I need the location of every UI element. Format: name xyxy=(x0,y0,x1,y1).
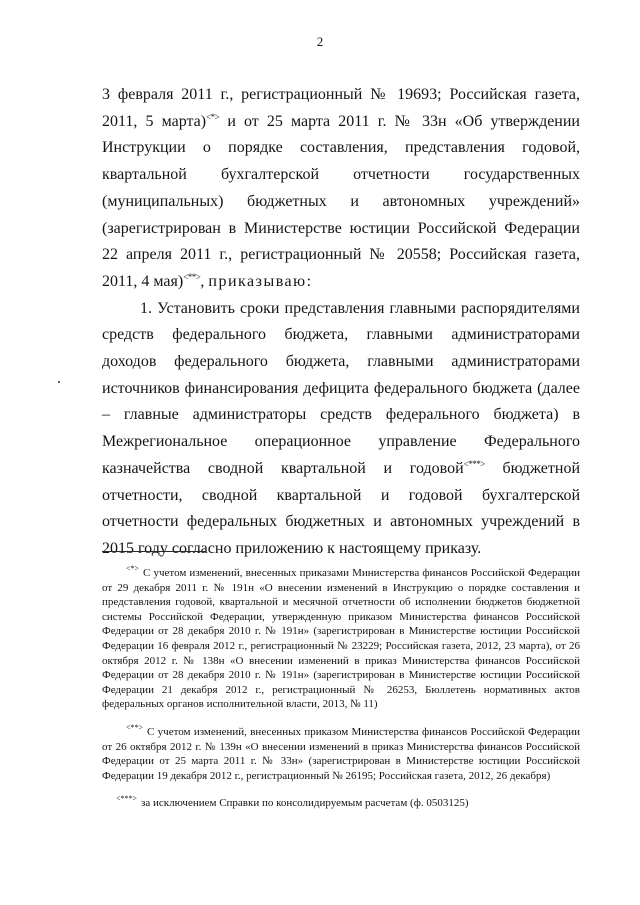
footnote-ref-2: <**> xyxy=(183,271,201,282)
footnote-mark: <***> xyxy=(116,794,138,804)
footnote-mark: <*> xyxy=(126,564,140,573)
footnote-3 xyxy=(102,796,580,811)
paragraph-item-1 xyxy=(102,296,580,563)
paragraph-continuation xyxy=(102,82,580,296)
footnote-ref-1: <*> xyxy=(206,111,220,122)
main-text xyxy=(102,82,580,563)
page-number: 2 xyxy=(316,34,324,49)
footnote-text: С учетом изменений, внесенных приказами Министерства финансов Российской Федерации от 29 декабря 2011 г. № 191н «О внесении изменений в Инструкцию о порядке составления и представления годовой, квартальной и месячной отчетности об исполнении бюджетов бюджетной системы Российской Федерации, утвержденную приказом Министерства финансов Российской Федерации от 28 декабря 2010 г. № 191н» (зарегистрирован в Министерстве юстиции Российской Федерации 16 февраля 2012 г., регистрационный № 23229; Российская газета, 2012, 23 марта), от 26 октября 2012 г. № 138н «О внесении изменений в приказ Министерства финансов Российской Федерации от 28 декабря 2010 г. № 191н» (зарегистрирован в Министерстве юстиции Российской Федерации 21 декабря 2012 г., регистрационный № 26253, Бюллетень нормативных актов федеральных органов исполнительной власти, 2013, № 11) xyxy=(102,567,580,711)
paragraph-text: , xyxy=(200,272,209,290)
paragraph-text: бюджетной отчетности, сводной квартальной и годовой бухгалтерской отчетности федеральных бюджетных и автономных учреждений в 2015 году согласно приложению к настоящему приказу. xyxy=(102,459,580,557)
footnote-mark: <**> xyxy=(126,722,144,732)
paragraph-text: 1. Установить сроки представления главными распорядителями средств федерального бюджета, главными администраторами доходов федерального бюджета, главными администраторами источников финансирования дефицита федерального бюджета (далее – главные администраторы средств федерального бюджета) в Межрегиональное операционное управление Федерального казначейства сводной квартальной и годовой xyxy=(102,299,580,477)
footnote-1 xyxy=(102,566,580,712)
footnote-separator xyxy=(102,551,206,552)
footnote-text: С учетом изменений, внесенных приказом Министерства финансов Российской Федерации от 26 октября 2012 г. № 139н «О внесении изменений в приказ Министерства финансов Российской Федерации от 25 марта 2011 г. № 33н» (зарегистрирован в Министерстве юстиции Российской Федерации 19 декабря 2012 г., регистрационный № 26195; Российская газета, 2012, 26 декабря) xyxy=(102,725,580,782)
footnote-2 xyxy=(102,722,580,783)
paragraph-text: и от 25 марта 2011 г. № 33н «Об утверждении Инструкции о порядке составления, представления годовой, квартальной бухгалтерской отчетности государственных (муниципальных) бюджетных и автономных учреждений» (зарегистрирован в Министерстве юстиции Российской Федерации 22 апреля 2011 г., регистрационный № 20558; Российская газета, 2011, 4 мая) xyxy=(102,112,580,290)
paragraph-text: 3 февраля 2011 г., регистрационный № 19693; Российская газета, 2011, 5 марта) xyxy=(102,86,580,130)
footnote-ref-3: <***> xyxy=(463,458,485,469)
scan-speck xyxy=(58,381,60,383)
footnote-text: за исключением Справки по консолидируемым расчетам (ф. 0503125) xyxy=(141,797,469,810)
footnotes xyxy=(102,566,580,824)
order-word: приказываю: xyxy=(208,272,313,290)
